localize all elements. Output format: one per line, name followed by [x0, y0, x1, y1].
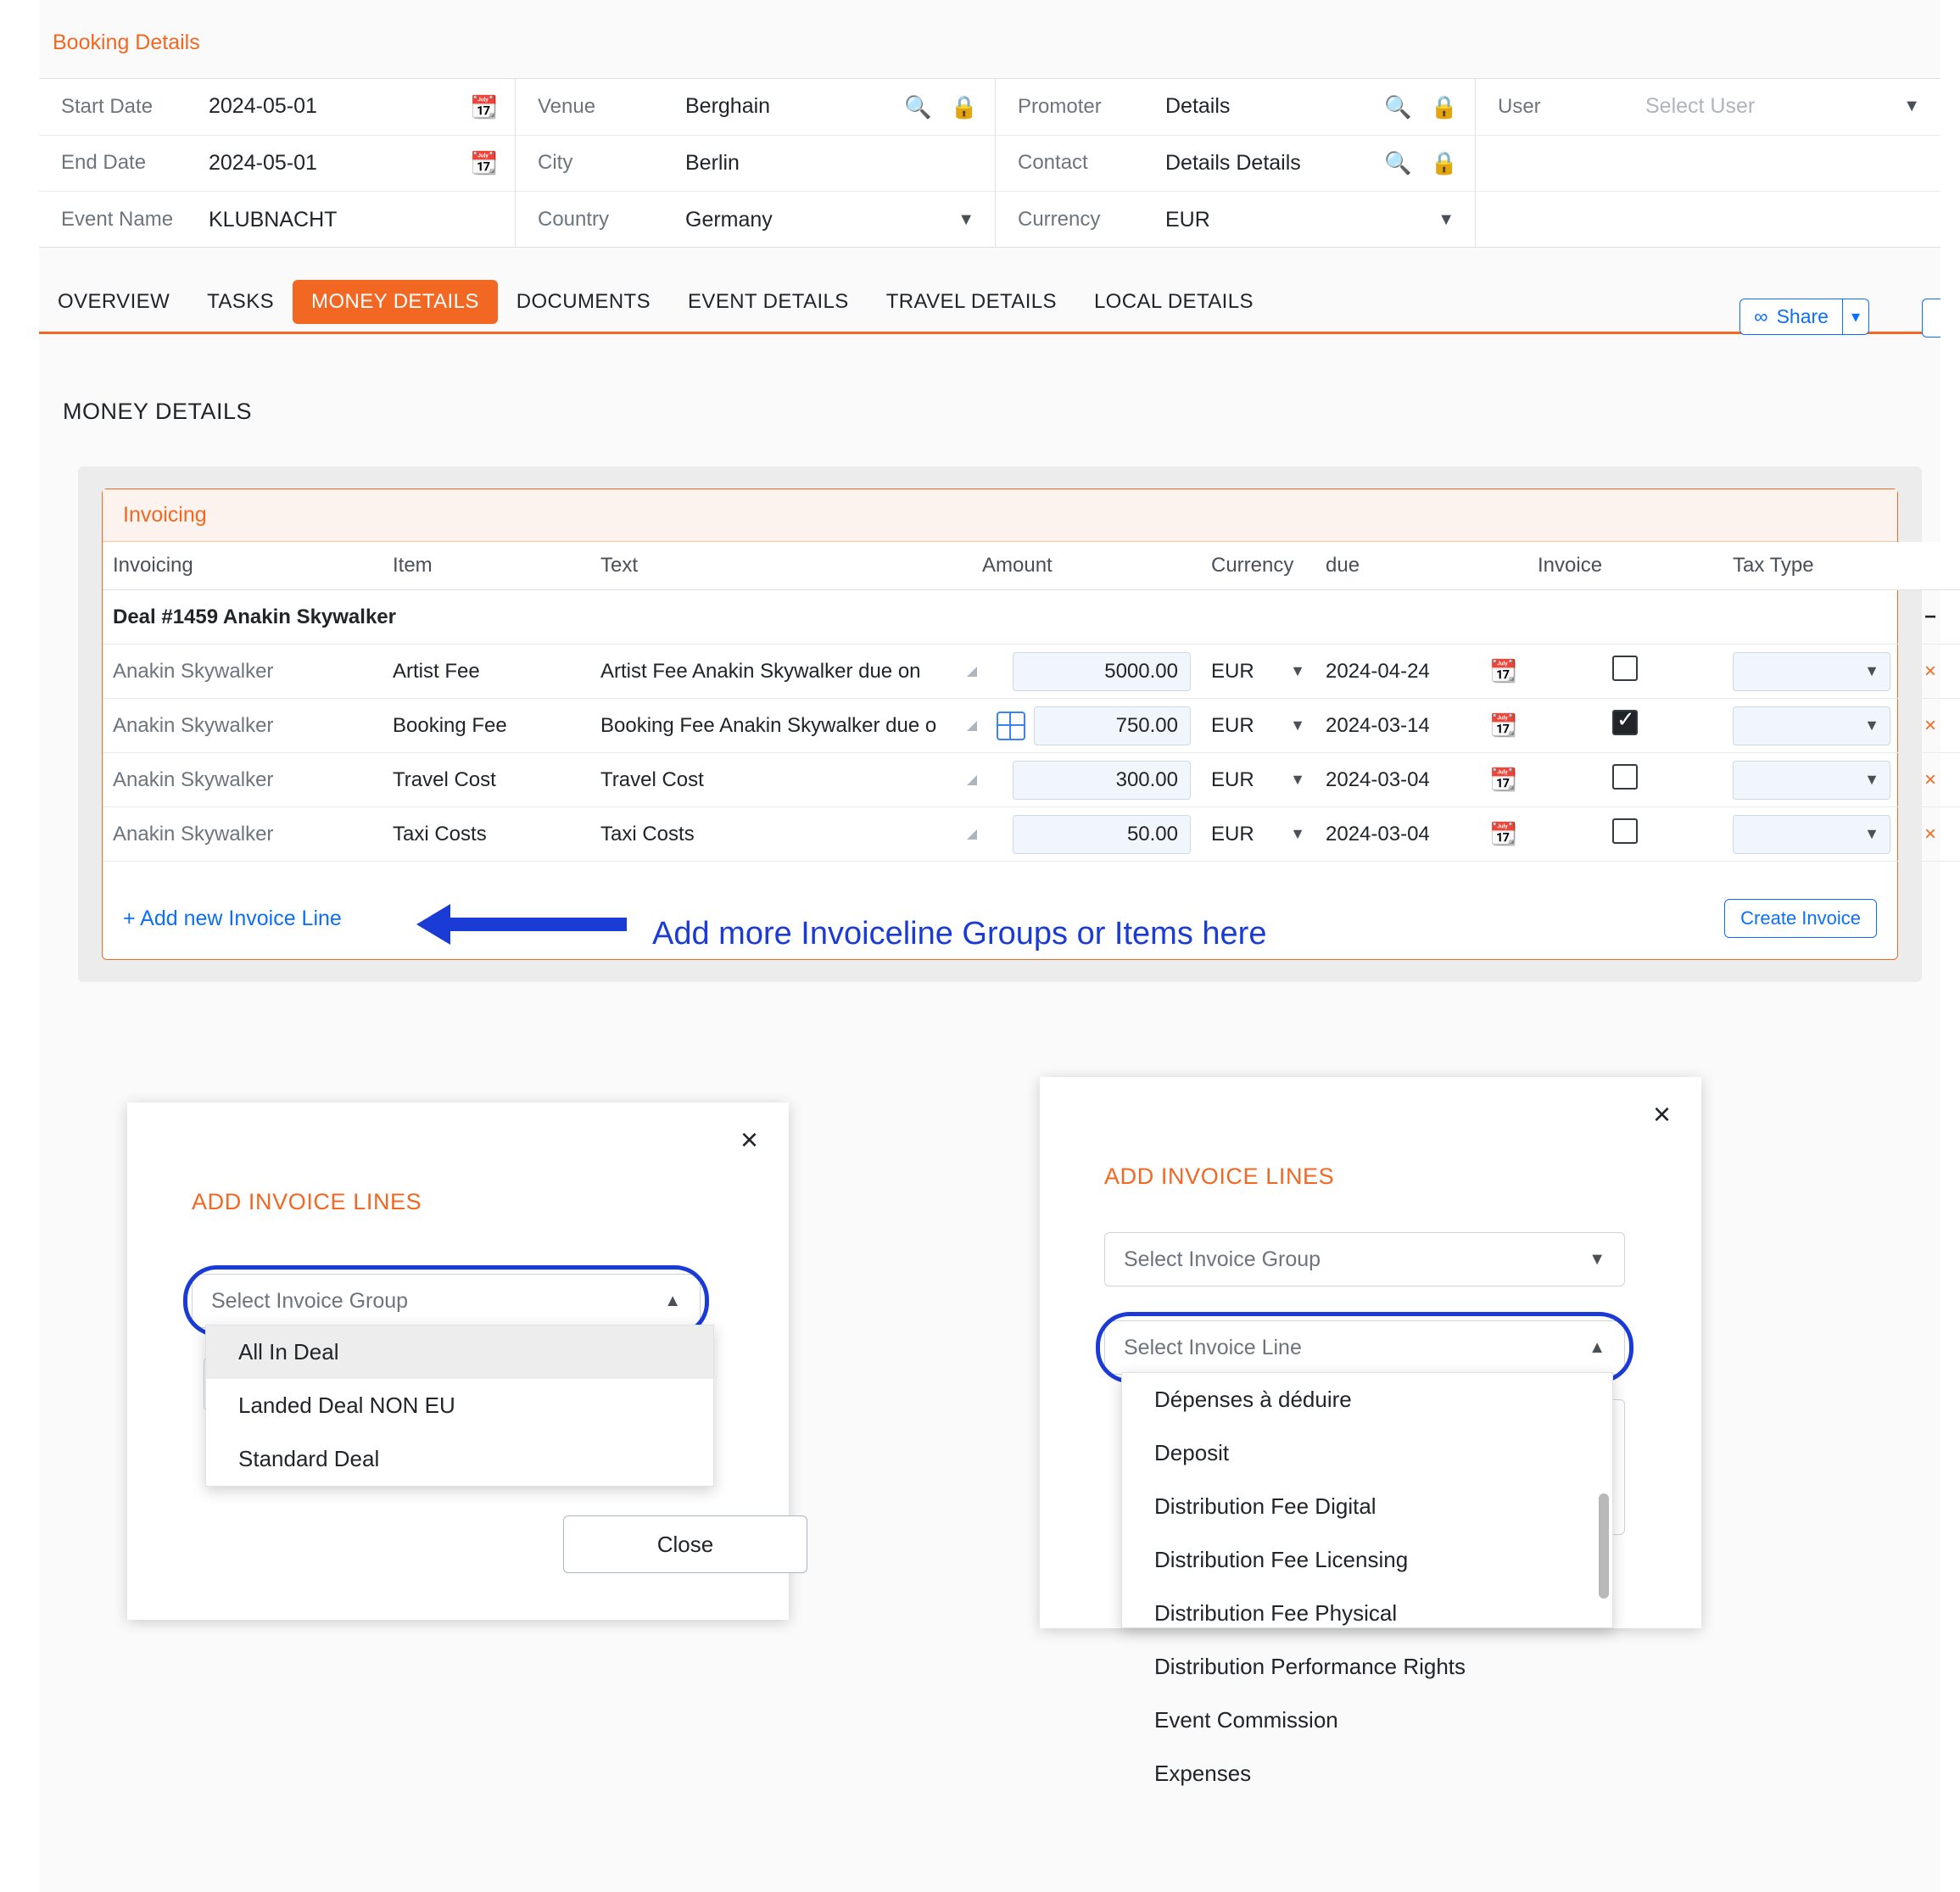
- dropdown-option-distribution-performance-rights[interactable]: Distribution Performance Rights: [1154, 1654, 1466, 1679]
- dropdown-scrollbar[interactable]: [1599, 1493, 1609, 1599]
- row-tax-cell[interactable]: [1723, 645, 1901, 699]
- invoice-checkbox[interactable]: [1612, 656, 1638, 681]
- row-item[interactable]: Taxi Costs: [383, 807, 590, 862]
- dropdown-option-expenses[interactable]: Expenses: [1154, 1761, 1252, 1786]
- share-control: [1739, 299, 1869, 335]
- row-amount[interactable]: 300.00: [1013, 761, 1191, 800]
- row-text-cell[interactable]: [590, 645, 972, 699]
- row-item[interactable]: Artist Fee: [383, 645, 590, 699]
- row-currency: EUR: [1211, 767, 1254, 791]
- main-tabs: [39, 280, 1940, 334]
- user-row-empty-1: [1476, 136, 1940, 193]
- select-invoice-line-field[interactable]: [1104, 1320, 1625, 1375]
- promoter-value: Details: [1165, 94, 1231, 119]
- row-currency-cell[interactable]: [1201, 807, 1315, 862]
- field-end-date[interactable]: [39, 136, 515, 193]
- dropdown-option-standard-deal[interactable]: Standard Deal: [238, 1446, 380, 1471]
- booking-details-grid: [39, 78, 1940, 248]
- resize-grip-icon[interactable]: [967, 667, 977, 677]
- close-icon[interactable]: ×: [740, 1122, 758, 1157]
- row-amount-cell[interactable]: [972, 699, 1201, 753]
- tax-type-select[interactable]: [1733, 761, 1890, 800]
- row-due-cell[interactable]: [1315, 645, 1527, 699]
- select-invoice-line-placeholder: Select Invoice Line: [1124, 1335, 1302, 1359]
- row-invoice-cell[interactable]: [1527, 753, 1723, 807]
- field-currency[interactable]: [996, 192, 1475, 248]
- table-row: [103, 699, 1960, 753]
- col-header-actions: [1901, 542, 1960, 590]
- promoter-label: Promoter: [1018, 94, 1102, 118]
- table-row: [103, 645, 1960, 699]
- share-dropdown-toggle[interactable]: ▾: [1843, 299, 1869, 335]
- dropdown-option-depenses-a-deduire[interactable]: Dépenses à déduire: [1154, 1387, 1352, 1412]
- row-currency-cell[interactable]: [1201, 699, 1315, 753]
- field-city[interactable]: [516, 136, 995, 193]
- booking-col-venue: [516, 79, 996, 247]
- close-button[interactable]: Close: [563, 1515, 807, 1573]
- page-title: Booking Details: [53, 31, 200, 54]
- chevron-up-icon: ▲: [664, 1291, 681, 1310]
- row-invoicing: Anakin Skywalker: [103, 699, 383, 753]
- invoice-group-row: [103, 590, 1960, 645]
- event-name-value: KLUBNACHT: [209, 207, 338, 232]
- row-currency: EUR: [1211, 713, 1254, 737]
- chevron-down-icon: ▼: [1864, 662, 1879, 679]
- calendar-icon[interactable]: 📆: [1489, 767, 1517, 792]
- row-due-cell[interactable]: [1315, 807, 1527, 862]
- user-label: User: [1498, 94, 1541, 118]
- col-header-invoice: Invoice: [1527, 542, 1723, 590]
- row-tax-cell[interactable]: [1723, 699, 1901, 753]
- left-gutter: [0, 0, 39, 1892]
- row-tax-cell[interactable]: [1723, 753, 1901, 807]
- row-invoice-cell[interactable]: [1527, 645, 1723, 699]
- calendar-icon[interactable]: 📆: [1489, 658, 1517, 684]
- row-invoicing: Anakin Skywalker: [103, 807, 383, 862]
- invoice-group-dropdown: [205, 1325, 714, 1487]
- col-header-item: Item: [383, 542, 590, 590]
- chevron-down-icon: ▼: [1864, 717, 1879, 734]
- dropdown-option-event-commission[interactable]: Event Commission: [1154, 1707, 1338, 1733]
- dropdown-option-deposit[interactable]: Deposit: [1154, 1440, 1230, 1465]
- booking-col-promoter: [996, 79, 1476, 247]
- col-header-amount: Amount: [972, 542, 1201, 590]
- row-currency-cell[interactable]: [1201, 645, 1315, 699]
- country-label: Country: [538, 208, 610, 232]
- city-label: City: [538, 151, 573, 175]
- modal-title: ADD INVOICE LINES: [192, 1189, 422, 1214]
- row-due-cell[interactable]: [1315, 699, 1527, 753]
- col-header-due: due: [1315, 542, 1527, 590]
- close-icon[interactable]: ×: [1652, 1097, 1671, 1131]
- row-amount[interactable]: 750.00: [1034, 706, 1191, 745]
- search-icon[interactable]: 🔍: [1384, 150, 1412, 176]
- tab-overview[interactable]: OVERVIEW: [58, 290, 170, 313]
- modal-title: ADD INVOICE LINES: [1104, 1164, 1335, 1189]
- money-details-panel: [78, 466, 1936, 982]
- share-icon: ∞: [1754, 305, 1768, 327]
- row-amount-cell[interactable]: [972, 753, 1201, 807]
- row-text-cell[interactable]: [590, 807, 972, 862]
- tab-local-details[interactable]: LOCAL DETAILS: [1093, 290, 1254, 313]
- select-invoice-group-field[interactable]: [192, 1274, 701, 1328]
- booking-col-dates: [39, 79, 516, 247]
- field-venue[interactable]: [516, 79, 995, 136]
- tab-tasks[interactable]: TASKS: [207, 290, 275, 313]
- start-date-label: Start Date: [61, 94, 154, 118]
- row-currency-cell[interactable]: [1201, 753, 1315, 807]
- row-invoice-cell[interactable]: [1527, 807, 1723, 862]
- row-invoicing: Anakin Skywalker: [103, 753, 383, 807]
- currency-label: Currency: [1018, 208, 1101, 232]
- tab-money-details[interactable]: MONEY DETAILS: [293, 280, 498, 324]
- tax-type-select[interactable]: [1733, 706, 1890, 745]
- row-text: Booking Fee Anakin Skywalker due o: [600, 713, 937, 737]
- calendar-icon[interactable]: 📆: [1489, 821, 1517, 846]
- invoicing-card-title: Invoicing: [103, 489, 1897, 542]
- row-amount-cell[interactable]: [972, 645, 1201, 699]
- split-grid-icon[interactable]: [997, 712, 1025, 740]
- table-row: [103, 753, 1960, 807]
- invoice-checkbox[interactable]: [1612, 710, 1638, 735]
- row-text-cell[interactable]: [590, 753, 972, 807]
- tax-type-select[interactable]: [1733, 652, 1890, 691]
- tax-type-select[interactable]: [1733, 815, 1890, 854]
- invoicing-card: [102, 488, 1936, 960]
- row-tax-cell[interactable]: [1723, 807, 1901, 862]
- add-new-invoice-line-link[interactable]: + Add new Invoice Line: [123, 906, 342, 930]
- user-row-empty-2: [1476, 192, 1940, 248]
- invoice-group-label: Deal #1459 Anakin Skywalker: [103, 590, 1901, 645]
- resize-grip-icon[interactable]: [967, 721, 977, 731]
- chevron-down-icon[interactable]: ▼: [958, 209, 974, 229]
- event-name-label: Event Name: [61, 208, 174, 232]
- row-amount[interactable]: 5000.00: [1013, 652, 1191, 691]
- share-overflow-edge[interactable]: [1922, 299, 1940, 338]
- dropdown-option-distribution-fee-digital[interactable]: Distribution Fee Digital: [1154, 1493, 1376, 1519]
- chevron-down-icon: ▼: [1864, 825, 1879, 842]
- contact-value: Details Details: [1165, 150, 1301, 175]
- dropdown-option-all-in-deal[interactable]: All In Deal: [206, 1326, 713, 1379]
- lock-icon[interactable]: 🔒: [1430, 93, 1458, 120]
- dropdown-option-distribution-fee-physical[interactable]: Distribution Fee Physical: [1154, 1600, 1398, 1626]
- col-header-tax-type: Tax Type: [1723, 542, 1901, 590]
- resize-grip-icon[interactable]: [967, 775, 977, 785]
- add-invoice-lines-line-modal: [1040, 1077, 1701, 1786]
- venue-value: Berghain: [685, 94, 771, 119]
- row-due: 2024-03-04: [1326, 767, 1430, 791]
- add-invoice-lines-group-modal: [127, 1102, 789, 1620]
- app-page: [39, 0, 1940, 1892]
- row-text: Taxi Costs: [600, 822, 695, 846]
- booking-col-user: [1476, 79, 1940, 247]
- select-invoice-group-placeholder: Select Invoice Group: [211, 1288, 409, 1313]
- invoicing-table: [103, 542, 1960, 862]
- table-row: [103, 807, 1960, 862]
- table-header-row: [103, 542, 1960, 590]
- field-promoter[interactable]: [996, 79, 1475, 136]
- row-due: 2024-04-24: [1326, 659, 1430, 683]
- delete-row-icon[interactable]: ×: [1901, 753, 1960, 807]
- field-country[interactable]: [516, 192, 995, 248]
- lock-icon[interactable]: 🔒: [1430, 150, 1458, 176]
- lock-icon[interactable]: 🔒: [950, 93, 978, 120]
- field-contact[interactable]: [996, 136, 1475, 193]
- calendar-icon[interactable]: 📆: [470, 93, 498, 120]
- currency-value: EUR: [1165, 207, 1210, 232]
- row-currency: EUR: [1211, 659, 1254, 683]
- resize-grip-icon[interactable]: [967, 829, 977, 840]
- contact-label: Contact: [1018, 151, 1088, 175]
- search-icon[interactable]: 🔍: [1384, 93, 1412, 120]
- delete-row-icon[interactable]: ×: [1901, 807, 1960, 862]
- row-invoicing: Anakin Skywalker: [103, 645, 383, 699]
- row-amount-cell[interactable]: [972, 807, 1201, 862]
- annotation-text: Add more Invoiceline Groups or Items here: [652, 916, 1267, 952]
- search-icon[interactable]: 🔍: [904, 93, 932, 120]
- dropdown-option-landed-deal-non-eu[interactable]: Landed Deal NON EU: [238, 1392, 455, 1418]
- user-value: Select User: [1645, 94, 1756, 119]
- row-currency: EUR: [1211, 822, 1254, 846]
- chevron-down-icon[interactable]: ▼: [1290, 717, 1305, 734]
- dropdown-option-distribution-fee-licensing[interactable]: Distribution Fee Licensing: [1154, 1547, 1409, 1572]
- calendar-icon[interactable]: 📆: [470, 150, 498, 176]
- share-button[interactable]: [1739, 299, 1843, 335]
- chevron-down-icon: ▼: [1864, 771, 1879, 788]
- tab-travel-details[interactable]: TRAVEL DETAILS: [885, 290, 1057, 313]
- city-value: Berlin: [685, 150, 740, 175]
- row-text: Artist Fee Anakin Skywalker due on: [600, 659, 921, 683]
- chevron-down-icon: ▼: [1589, 1249, 1605, 1269]
- col-header-invoicing: Invoicing: [103, 542, 383, 590]
- tab-event-details[interactable]: EVENT DETAILS: [688, 290, 849, 313]
- row-item[interactable]: Travel Cost: [383, 753, 590, 807]
- col-header-currency: Currency: [1201, 542, 1315, 590]
- delete-row-icon[interactable]: ×: [1901, 645, 1960, 699]
- select-invoice-group-placeholder: Select Invoice Group: [1124, 1247, 1321, 1271]
- row-item[interactable]: Booking Fee: [383, 699, 590, 753]
- field-start-date[interactable]: [39, 79, 515, 136]
- tab-documents[interactable]: DOCUMENTS: [516, 290, 651, 313]
- row-amount[interactable]: 50.00: [1013, 815, 1191, 854]
- field-event-name[interactable]: [39, 192, 515, 248]
- chevron-down-icon[interactable]: ▼: [1290, 825, 1305, 842]
- chevron-down-icon[interactable]: ▼: [1290, 771, 1305, 788]
- row-due-cell[interactable]: [1315, 753, 1527, 807]
- chevron-up-icon: ▲: [1589, 1337, 1605, 1357]
- chevron-down-icon[interactable]: ▼: [1438, 209, 1455, 229]
- end-date-label: End Date: [61, 151, 147, 175]
- create-invoice-button[interactable]: Create Invoice: [1724, 899, 1877, 938]
- select-invoice-group-field[interactable]: [1104, 1232, 1625, 1286]
- chevron-down-icon[interactable]: ▼: [1903, 97, 1920, 116]
- start-date-value: 2024-05-01: [209, 94, 317, 119]
- row-text-cell[interactable]: [590, 699, 972, 753]
- annotation-arrow: [449, 918, 627, 931]
- share-label: Share: [1776, 305, 1829, 327]
- section-title: MONEY DETAILS: [63, 399, 253, 424]
- country-value: Germany: [685, 207, 773, 232]
- row-text: Travel Cost: [600, 767, 704, 791]
- field-user[interactable]: [1476, 79, 1940, 136]
- invoice-line-dropdown: [1121, 1372, 1613, 1786]
- col-header-text: Text: [590, 542, 972, 590]
- chevron-down-icon[interactable]: ▼: [1290, 662, 1305, 679]
- end-date-value: 2024-05-01: [209, 150, 317, 175]
- row-due: 2024-03-04: [1326, 822, 1430, 846]
- invoice-checkbox[interactable]: [1612, 818, 1638, 844]
- row-due: 2024-03-14: [1326, 713, 1430, 737]
- row-invoice-cell[interactable]: [1527, 699, 1723, 753]
- minus-icon[interactable]: −: [1901, 590, 1960, 645]
- calendar-icon[interactable]: 📆: [1489, 712, 1517, 738]
- invoice-checkbox[interactable]: [1612, 764, 1638, 790]
- delete-row-icon[interactable]: ×: [1901, 699, 1960, 753]
- venue-label: Venue: [538, 94, 596, 118]
